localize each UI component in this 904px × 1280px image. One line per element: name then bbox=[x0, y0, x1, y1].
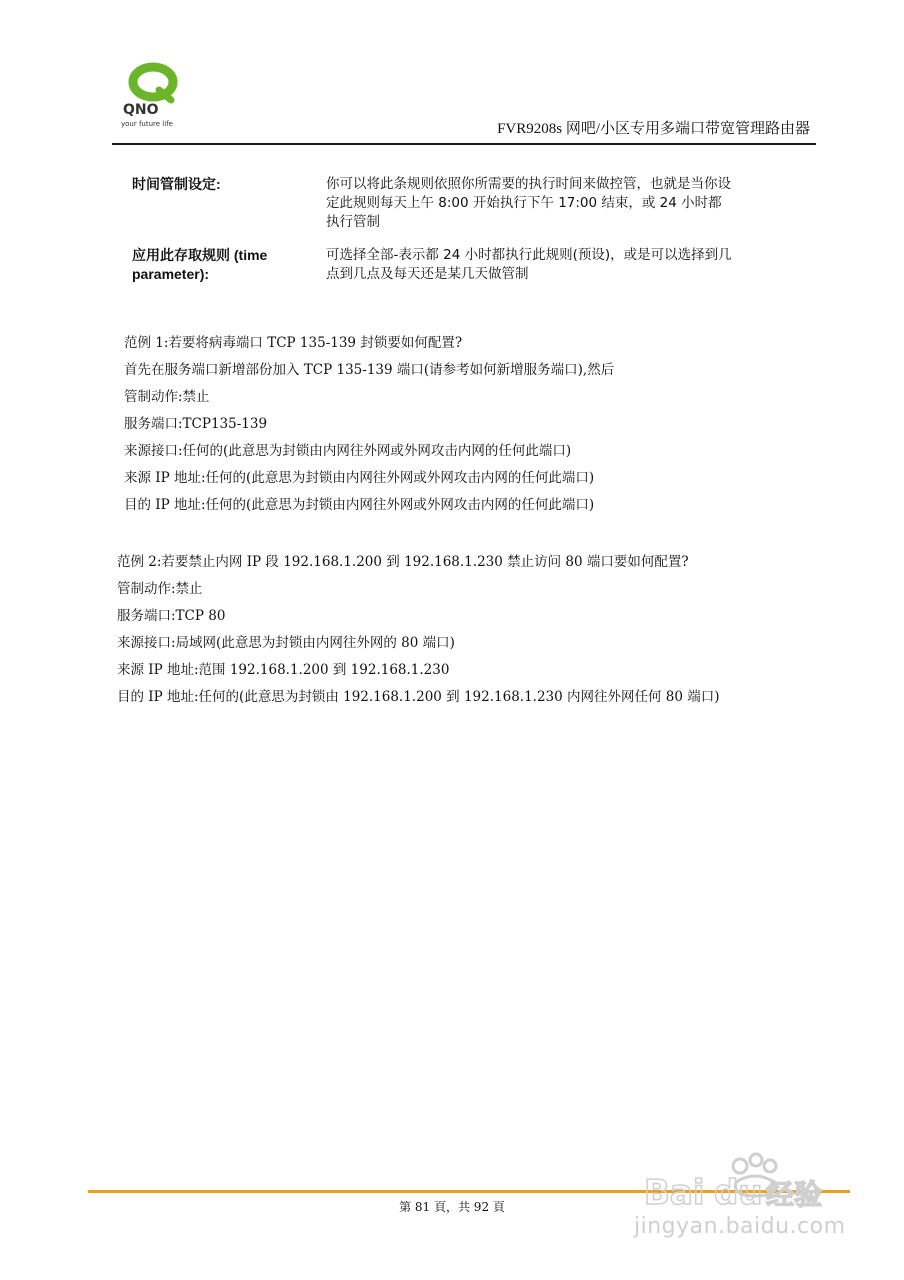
svg-text:Bai: Bai bbox=[644, 1173, 705, 1212]
example1-line: 首先在服务端口新增部份加入 TCP 135-139 端口(请参考如何新增服务端口),然后 bbox=[124, 362, 615, 378]
page-number: 第 81 頁，共 92 頁 bbox=[399, 1200, 505, 1214]
svg-text:QNO: QNO bbox=[123, 102, 159, 118]
definition-term bbox=[132, 246, 312, 284]
example2-line: 服务端口:TCP 80 bbox=[117, 608, 226, 624]
example1-title: 范例 1:若要将病毒端口 TCP 135-139 封锁要如何配置? bbox=[124, 335, 463, 351]
example2-line: 目的 IP 地址:任何的(此意思为封锁由 192.168.1.200 到 192.168.1.230 内网往外网任何 80 端口) bbox=[117, 689, 720, 705]
example2-line: 来源 IP 地址:范围 192.168.1.200 到 192.168.1.230 bbox=[117, 662, 450, 678]
example1-line: 目的 IP 地址:任何的(此意思为封锁由内网往外网或外网攻击内网的任何此端口) bbox=[124, 497, 595, 513]
desc-line: 执行管制 bbox=[326, 214, 380, 230]
definition-desc bbox=[326, 175, 788, 232]
example1-line: 管制动作:禁止 bbox=[124, 389, 210, 405]
header-divider bbox=[112, 143, 816, 145]
term-line: 应用此存取规则 (time bbox=[132, 247, 268, 263]
svg-text:your future life: your future life bbox=[121, 120, 173, 128]
svg-text:du: du bbox=[714, 1173, 763, 1212]
definition-desc bbox=[326, 246, 788, 284]
definition-term: 时间管制设定: bbox=[132, 176, 221, 192]
qno-logo bbox=[115, 60, 195, 130]
desc-line: 可选择全部-表示都 24 小时都执行此规则(预设)，或是可以选择到几 bbox=[326, 247, 732, 263]
example1-line: 来源 IP 地址:任何的(此意思为封锁由内网往外网或外网攻击内网的任何此端口) bbox=[124, 470, 595, 486]
svg-text:经验: 经验 bbox=[766, 1178, 823, 1211]
example2-line: 管制动作:禁止 bbox=[117, 581, 203, 597]
desc-line: 定此规则每天上午 8:00 开始执行下午 17:00 结束，或 24 小时都 bbox=[326, 195, 722, 211]
term-line: parameter): bbox=[132, 266, 210, 282]
desc-line: 点到几点及每天还是某几天做管制 bbox=[326, 266, 529, 282]
example2-title: 范例 2:若要禁止内网 IP 段 192.168.1.200 到 192.168.1.230 禁止访问 80 端口要如何配置? bbox=[117, 554, 689, 570]
document-title: FVR9208s 网吧/小区专用多端口带宽管理路由器 bbox=[497, 121, 810, 137]
watermark-url: jingyan.baidu.com bbox=[634, 1214, 846, 1239]
example1-line: 服务端口:TCP135-139 bbox=[124, 416, 268, 432]
baidu-watermark-logo bbox=[640, 1152, 840, 1212]
desc-line: 你可以将此条规则依照你所需要的执行时间来做控管，也就是当你设 bbox=[326, 176, 731, 192]
example2-line: 来源接口:局域网(此意思为封锁由内网往外网的 80 端口) bbox=[117, 635, 455, 651]
example1-line: 来源接口:任何的(此意思为封锁由内网往外网或外网攻击内网的任何此端口) bbox=[124, 443, 572, 459]
